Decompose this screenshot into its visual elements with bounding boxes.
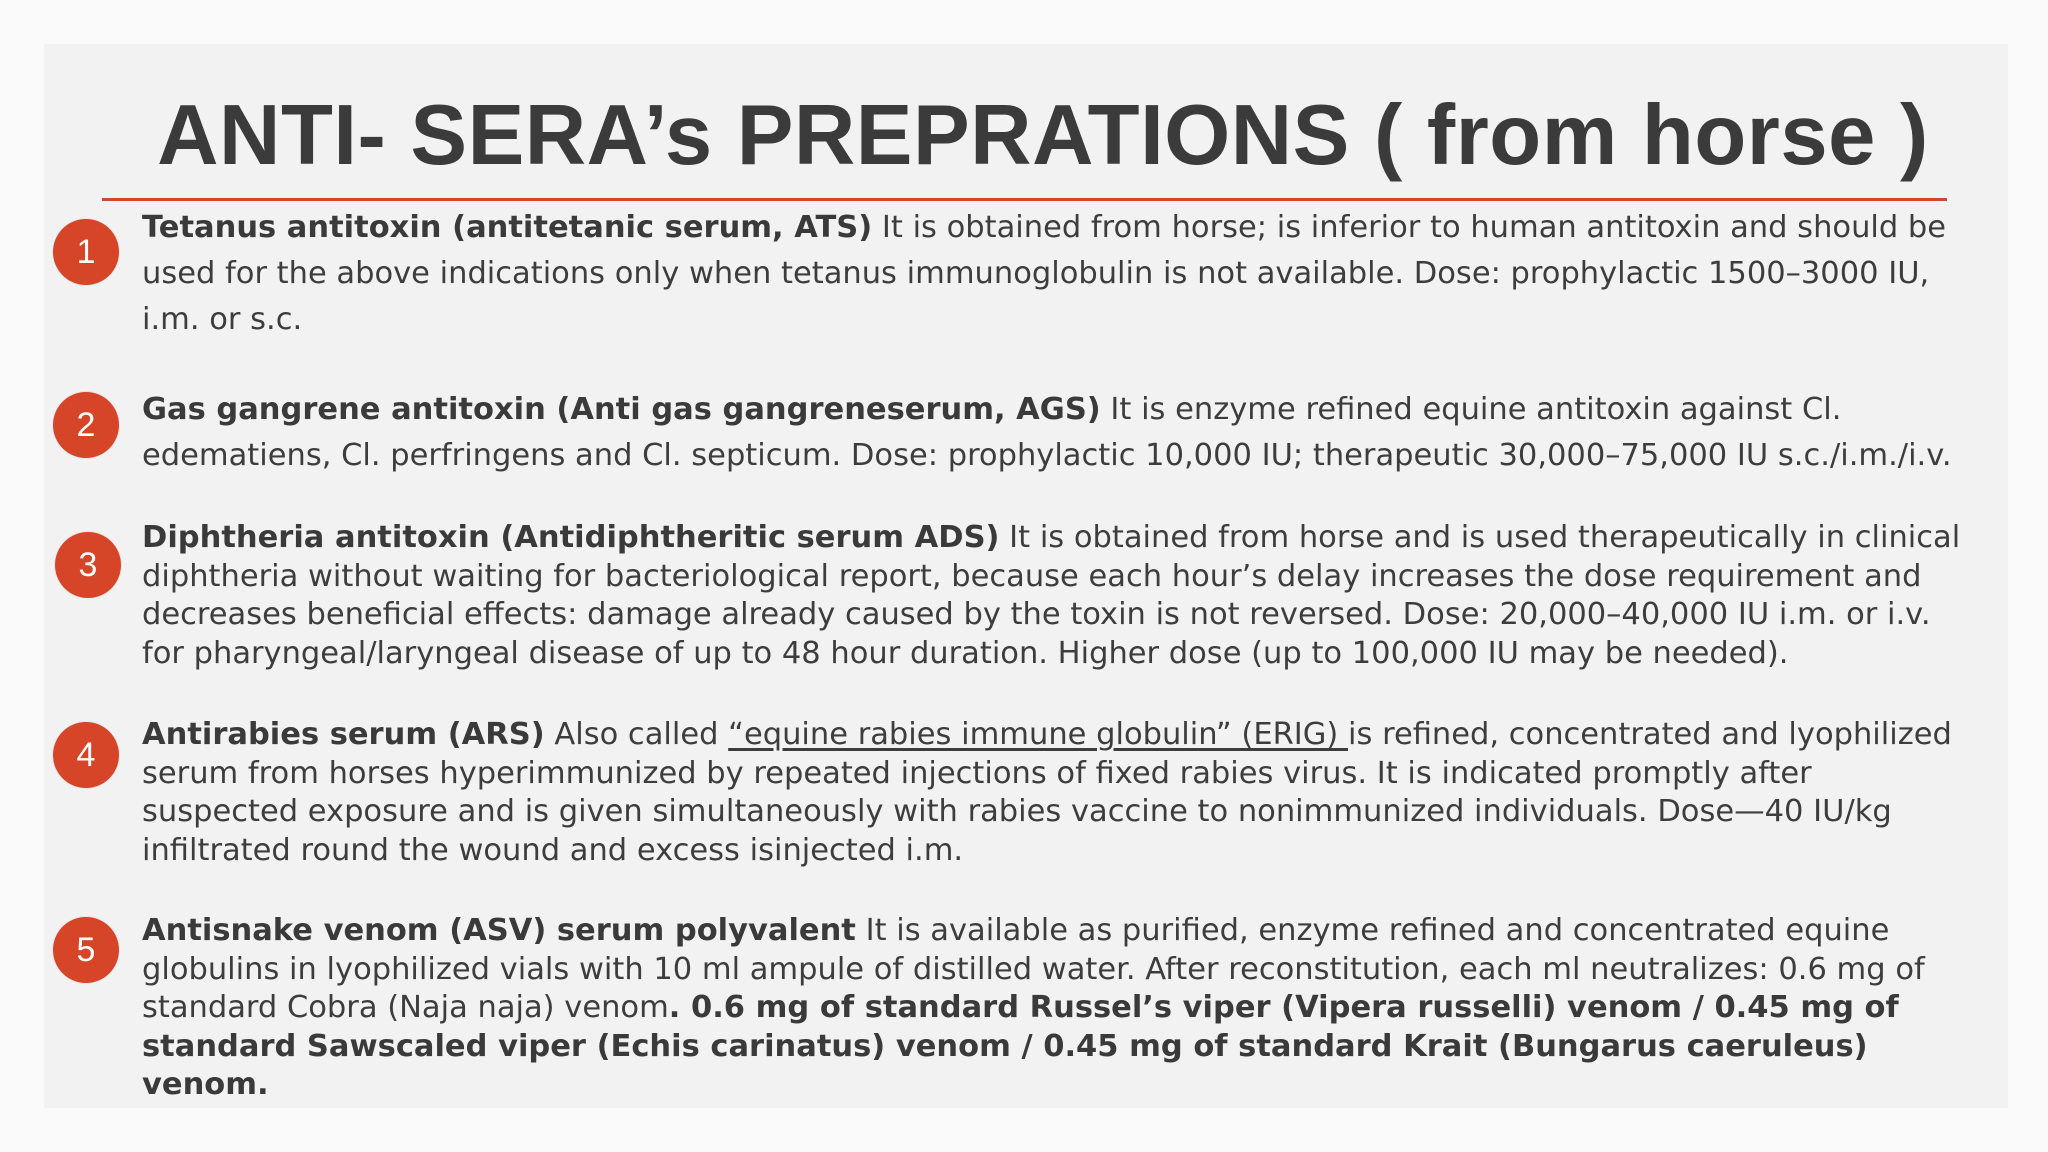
item-heading: Gas gangrene antitoxin (Anti gas gangreneserum, AGS) [142, 392, 1101, 427]
item-heading: Tetanus antitoxin (antitetanic serum, ATS) [142, 210, 873, 245]
number-badge: 5 [53, 917, 119, 983]
item-text [142, 205, 1977, 343]
number-badge: 2 [53, 392, 119, 458]
item-body: is refined, concentrated and lyophilized serum from horses hyperimmunized by repeated injections of fixed rabies virus. It is indicated promptly after suspected exposure and is given simultaneously with rabies vaccine to nonimmunized individuals. Dose—40 IU/kg infiltrated round the wound and excess isinjected i.m. [142, 717, 1952, 868]
item-body: It is enzyme refined equine antitoxin against Cl. edematiens, Cl. perfringens and Cl. septicum. Dose: prophylactic 10,000 IU; therapeutic 30,000–75,000 IU s.c./i.m./i.v. [142, 392, 1952, 473]
item-text [142, 716, 1977, 870]
erig-link[interactable]: “equine rabies immune globulin” (ERIG) [728, 717, 1349, 752]
item-text [142, 912, 1977, 1105]
slide-title: ANTI- SERA’s PREPRATIONS ( from horse ) [157, 88, 1929, 183]
item-text [142, 519, 1977, 673]
item-heading: Antisnake venom (ASV) serum polyvalent [142, 913, 856, 948]
item-body: It is obtained from horse; is inferior to human antitoxin and should be used for the above indications only when tetanus immunoglobulin is not available. Dose: prophylactic 1500–3000 IU, i.m. or s.c. [142, 210, 1947, 337]
item-heading: Antirabies serum (ARS) [142, 717, 545, 752]
item-body: Also called [544, 717, 729, 752]
title-divider [102, 198, 1947, 201]
item-body: It is obtained from horse and is used therapeutically in clinical diphtheria without waiting for bacteriological report, because each hour’s delay increases the dose requirement and decreases beneficial effects: damage already caused by the toxin is not reversed. Dose: 20,000–40,000 IU i.m. or i.v. for pharyngeal/laryngeal disease of up to 48 hour duration. Higher dose (up to 100,000 IU may be needed). [142, 520, 1961, 671]
item-body-bold: . 0.6 mg of standard Russel’s viper (Vipera russelli) venom / 0.45 mg of standard Sawscaled viper (Echis carinatus) venom / 0.45 mg of standard Krait (Bungarus caeruleus) venom. [142, 990, 1899, 1102]
number-badge: 4 [53, 722, 119, 788]
number-badge: 1 [53, 219, 119, 285]
item-heading: Diphtheria antitoxin (Antidiphtheritic serum ADS) [142, 520, 1000, 555]
item-text [142, 387, 1977, 479]
number-badge: 3 [55, 532, 121, 598]
item-body: It is available as purified, enzyme refined and concentrated equine globulins in lyophilized vials with 10 ml ampule of distilled water. After reconstitution, each ml neutralizes: 0.6 mg of standard Cobra (Naja naja) venom [142, 913, 1925, 1025]
